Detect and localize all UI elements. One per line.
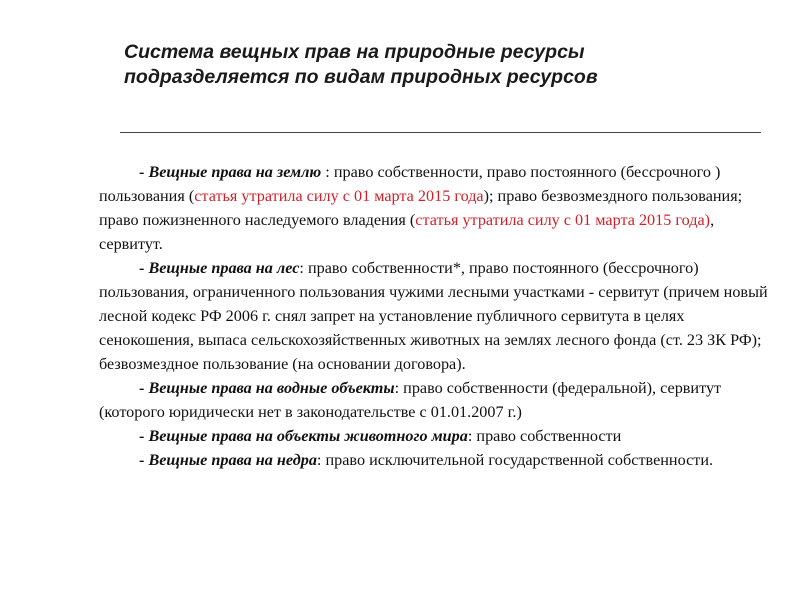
slide-title-line-2: подразделяется по видам природных ресурсов [124,66,598,88]
paragraph-text: : право собственности, право постоянного (бессрочного ) пользования ( [99,163,721,205]
term-subsoil-rights: Вещные права на недра [148,451,317,469]
bullet-dash: - [139,451,149,469]
paragraph-water-rights [99,376,779,424]
term-land-rights: Вещные права на землю [148,163,322,181]
paragraph-text: , сервитут. [99,211,715,253]
term-water-rights: Вещные права на водные объекты [148,379,395,397]
repealed-note: статья утратила силу с 01 марта 2015 года [194,187,484,205]
repealed-note: статья утратила силу с 01 марта 2015 года) [415,211,711,229]
term-forest-rights: Вещные права на лес [148,259,300,277]
bullet-dash: - [139,427,149,445]
paragraph-text: : право собственности*, право постоянного (бессрочного) пользования, ограниченного пользования чужими лесными участками - сервитут (причем новый лесной кодекс РФ 2006 г. снял запрет на установление публичного сервитута в целях сенокошения, выпаса сельскохозяйственных животных на землях лесного фонда (ст. 23 ЗК РФ); безвозмездное пользование (на основании договора). [99,259,768,373]
slide-body [99,160,779,472]
slide-title [124,40,744,90]
paragraph-land-rights [99,160,779,256]
paragraph-text: ); право безвозмездного пользования; право пожизненного наследуемого владения ( [99,187,743,229]
paragraph-subsoil-rights [99,448,779,472]
paragraph-text: : право собственности [467,427,622,445]
paragraph-text: : право исключительной государственной собственности. [316,451,714,469]
bullet-dash: - [139,163,149,181]
paragraph-forest-rights [99,256,779,376]
paragraph-text: : право собственности (федеральной), сервитут (которого юридически нет в законодательстве с 01.01.2007 г.) [99,379,722,421]
paragraph-wildlife-rights [99,424,779,448]
title-divider [120,132,761,133]
bullet-dash: - [139,379,149,397]
bullet-dash: - [139,259,149,277]
term-wildlife-rights: Вещные права на объекты животного мира [148,427,468,445]
slide-title-line-1: Система вещных прав на природные ресурсы [124,41,585,63]
